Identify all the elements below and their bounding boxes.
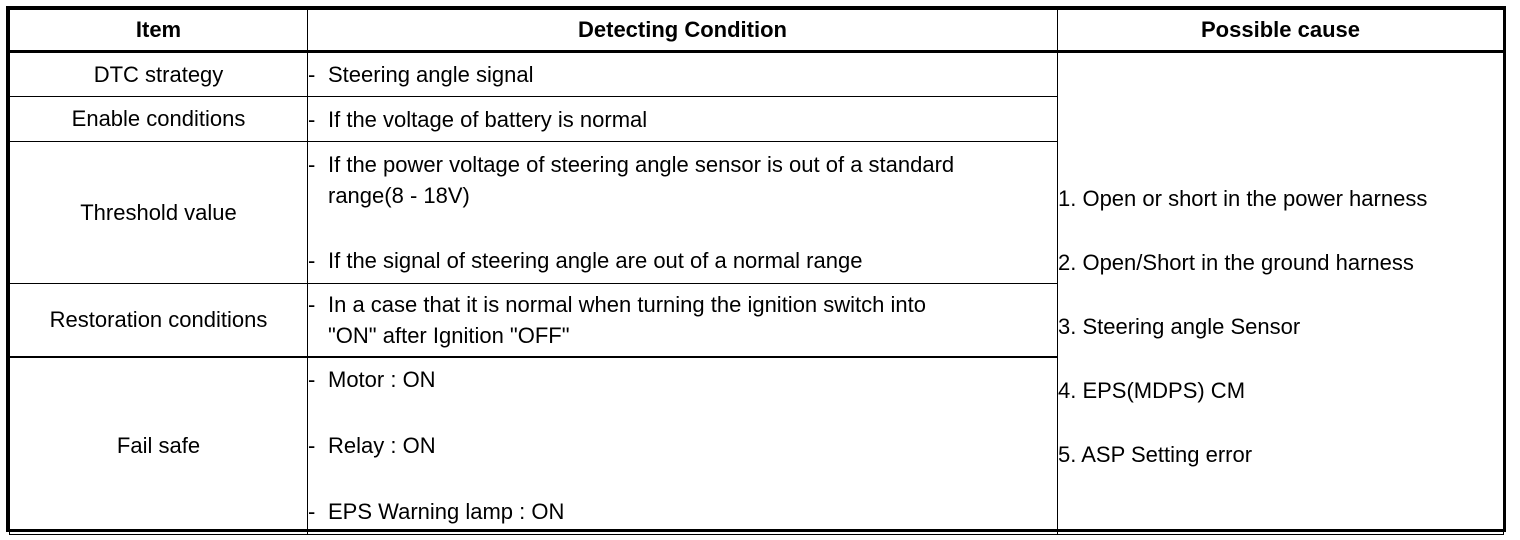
condition-line	[308, 496, 1057, 527]
row-item-fail-safe: Fail safe	[10, 357, 308, 535]
row-item-threshold-value: Threshold value	[10, 142, 308, 284]
table-header-row	[10, 10, 1504, 52]
condition-text-line: If the power voltage of steering angle sensor is out of a standard	[328, 152, 955, 177]
condition-text: Steering angle signal	[328, 62, 534, 87]
condition-line	[308, 289, 1057, 351]
possible-cause-cell	[1058, 52, 1504, 535]
dash-marker: -	[308, 367, 316, 393]
cause-item: 4. EPS(MDPS) CM	[1058, 378, 1246, 403]
cause-item: 3. Steering angle Sensor	[1058, 314, 1301, 339]
dtc-table	[9, 9, 1504, 535]
cause-item: 1. Open or short in the power harness	[1058, 186, 1428, 211]
condition-line	[308, 430, 1057, 461]
row-item-dtc-strategy: DTC strategy	[10, 52, 308, 97]
condition-text: EPS Warning lamp : ON	[328, 499, 565, 525]
possible-cause-list	[1058, 83, 1503, 470]
dtc-table-container	[6, 6, 1506, 532]
row-condition-cell	[308, 284, 1058, 357]
dash-marker: -	[308, 62, 316, 87]
dash-marker: -	[308, 248, 316, 273]
condition-text: If the voltage of battery is normal	[328, 106, 648, 132]
condition-text-line: In a case that it is normal when turning the ignition switch into	[328, 291, 926, 317]
condition-text: Motor : ON	[328, 367, 436, 393]
dash-marker: -	[308, 433, 316, 459]
row-condition-cell	[308, 52, 1058, 97]
condition-text	[328, 289, 1057, 351]
header-possible-cause: Possible cause	[1058, 10, 1504, 52]
condition-text-line: "ON" after Ignition "OFF"	[328, 322, 570, 348]
dash-marker: -	[308, 499, 316, 525]
header-detecting-condition: Detecting Condition	[308, 10, 1058, 52]
row-condition-cell	[308, 357, 1058, 535]
dash-marker: -	[308, 291, 316, 317]
condition-text-line: range(8 - 18V)	[328, 183, 470, 208]
table-row	[10, 52, 1504, 97]
dash-marker: -	[308, 106, 316, 132]
condition-text: If the signal of steering angle are out of a normal range	[328, 248, 863, 273]
condition-line	[308, 104, 1057, 135]
condition-text: Relay : ON	[328, 433, 436, 459]
condition-line	[308, 364, 1057, 395]
cause-item: 5. ASP Setting error	[1058, 442, 1253, 467]
condition-line	[308, 245, 1057, 276]
row-item-restoration-conditions: Restoration conditions	[10, 284, 308, 357]
row-condition-cell	[308, 142, 1058, 284]
condition-line	[308, 149, 1057, 211]
row-item-enable-conditions: Enable conditions	[10, 97, 308, 142]
row-condition-cell	[308, 97, 1058, 142]
condition-text	[328, 149, 1057, 211]
dash-marker: -	[308, 152, 316, 177]
cause-item: 2. Open/Short in the ground harness	[1058, 250, 1414, 275]
header-item: Item	[10, 10, 308, 52]
condition-line	[308, 59, 1057, 90]
